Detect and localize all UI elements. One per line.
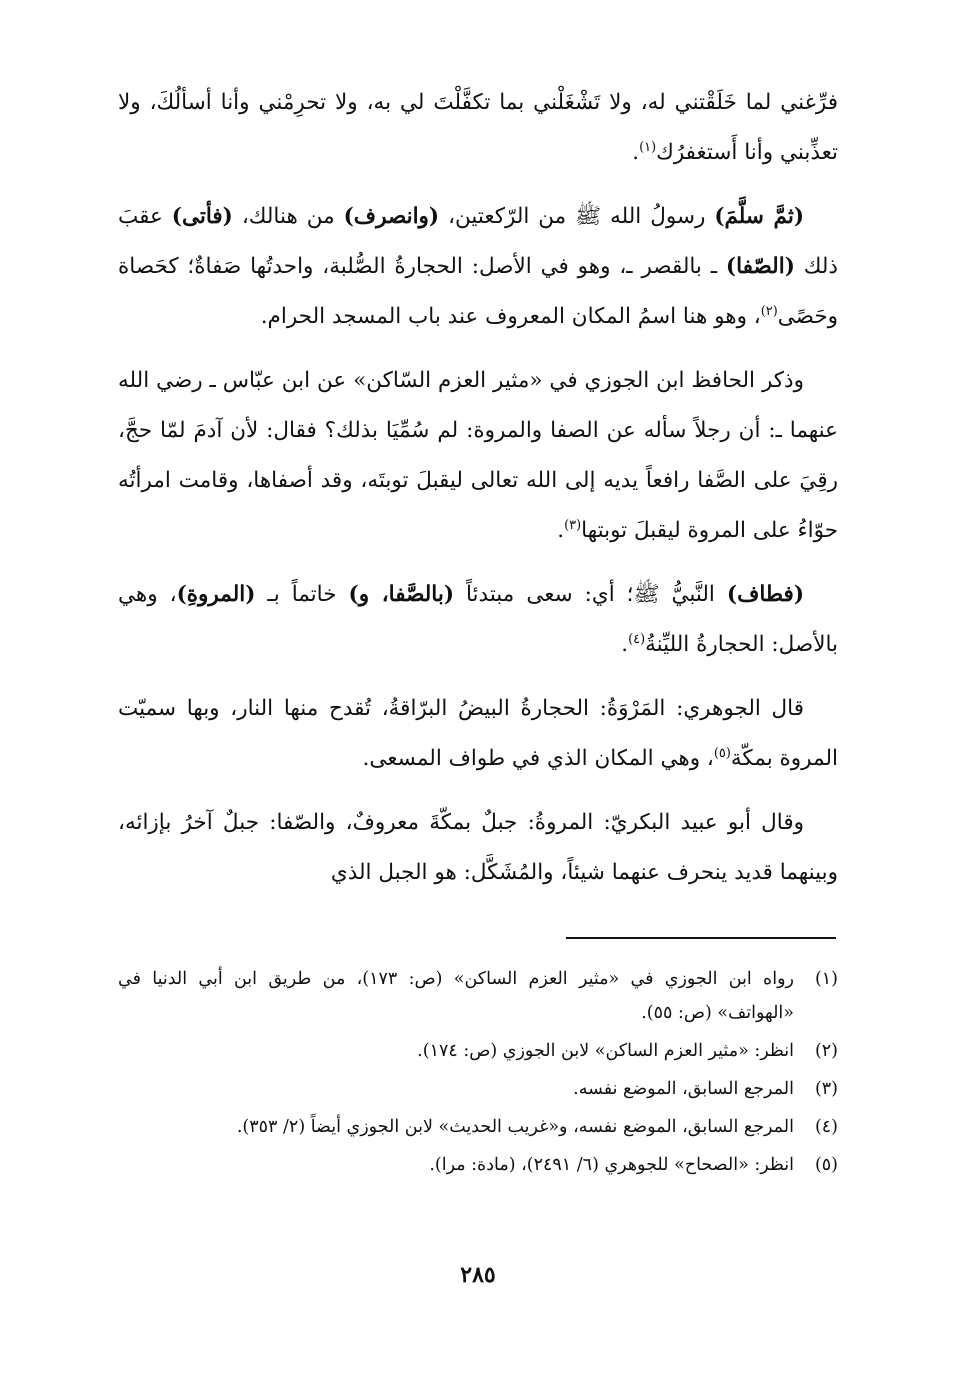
text-run: ـ بالقصر ـ، وهو في الأصل: الحجارةُ الصُّلبة، واحدتُها صَفاةٌ؛ كحَصاة وحَصًى <box>118 254 838 329</box>
text-run: . <box>557 518 565 543</box>
page-number: ٢٨٥ <box>460 1262 496 1288</box>
footnote <box>118 1034 838 1068</box>
footnote-number: (١) <box>814 969 838 989</box>
quoted-term: (بالصَّفا، و) <box>348 582 454 607</box>
text-run: رسولُ الله ﷺ من الرّكعتين، <box>439 204 715 229</box>
footnote-number: (٢) <box>814 1041 838 1061</box>
text-run: خاتماً بـ <box>255 582 349 607</box>
quoted-term: (الصّفا) <box>725 254 795 279</box>
paragraph <box>118 570 838 670</box>
footnote-reference: (٤) <box>628 631 646 647</box>
footnote-text: المرجع السابق، الموضع نفسه. <box>573 1079 794 1099</box>
quoted-term: (فطاف) <box>726 582 805 607</box>
text-run: ، وهي المكان الذي في طواف المسعى. <box>362 746 714 771</box>
footnote <box>118 1148 838 1182</box>
footnote-number: (٥) <box>814 1155 838 1175</box>
footnote-number: (٤) <box>814 1117 838 1137</box>
footnote-reference: (٣) <box>564 517 582 533</box>
footnote-reference: (٥) <box>713 745 731 761</box>
quoted-term: (فأتى) <box>171 204 233 229</box>
text-run: النَّبيُّ ﷺ؛ أي: سعى مبتدئاً <box>454 582 727 607</box>
text-run: فرِّغني لما خَلَقْتني له، ولا تَشْغَلْني بما تكفَّلْتَ لي به، ولا تحرِمْني وأنا أسألُكَ، ولا تعذِّبني وأنا أَستغفرُك <box>118 90 838 165</box>
text-run: وقال أبو عبيد البكريّ: المروةُ: جبلٌ بمكّةَ معروفٌ، والصّفا: جبلٌ آخرُ بإزائه، وبينهما قديد ينحرف عنهما شيئاً، والمُشَكَّل: هو الجبل الذي <box>118 810 838 885</box>
text-run: ، وهو هنا اسمُ المكان المعروف عند باب المسجد الحرام. <box>260 304 761 329</box>
footnote-text: رواه ابن الجوزي في «مثير العزم الساكن» (ص: ١٧٣)، من طريق ابن أبي الدنيا في «الهواتف» (ص: ٥٥). <box>118 969 794 1023</box>
paragraph <box>118 192 838 342</box>
footnote-reference: (١) <box>639 139 657 155</box>
footnote-separator <box>566 937 836 939</box>
footnote-reference: (٢) <box>760 303 778 319</box>
paragraph <box>118 356 838 556</box>
footnote <box>118 1072 838 1106</box>
footnote <box>118 1110 838 1144</box>
text-run: من هنالك، <box>232 204 344 229</box>
quoted-term: (ثمَّ سلَّمَ) <box>714 204 805 229</box>
text-run: . <box>621 632 629 657</box>
main-text-block <box>118 78 838 898</box>
text-run: وذكر الحافظ ابن الجوزي في «مثير العزم السّاكن» عن ابن عبّاس ـ رضي الله عنهما ـ: أن رجلاً سأله عن الصفا والمروة: لم سُمِّيَا بذلك؟ فقال: لأن آدمَ لمّا حجَّ، رقِيَ على الصَّفا رافعاً يديه إلى الله تعالى ليقبلَ توبتَه، وقد أصفاها، وقامت امرأتُه حوّاءُ على المروة ليقبلَ توبتها <box>118 368 838 543</box>
paragraph <box>118 798 838 898</box>
quoted-term: (وانصرف) <box>343 204 440 229</box>
text-run: . <box>632 140 640 165</box>
text-run: ، وهي بالأصل: الحجارةُ الليِّنةُ <box>118 582 838 657</box>
footnote-text: انظر: «مثير العزم الساكن» لابن الجوزي (ص: ١٧٤). <box>417 1041 794 1061</box>
text-run: عقبَ ذلك <box>118 204 838 279</box>
footnote <box>118 962 838 1030</box>
footnotes-block <box>118 962 838 1186</box>
footnote-text: انظر: «الصحاح» للجوهري (٦/ ٢٤٩١)، (مادة: مرا). <box>429 1155 794 1175</box>
text-run: قال الجوهري: المَرْوَةُ: الحجارةُ البيضُ البرّاقةُ، تُقدح منها النار، وبها سميّت المروة بمكّة <box>118 696 838 771</box>
footnote-number: (٣) <box>814 1079 838 1099</box>
quoted-term: (المروةِ) <box>176 582 256 607</box>
paragraph <box>118 78 838 178</box>
footnote-text: المرجع السابق، الموضع نفسه، و«غريب الحديث» لابن الجوزي أيضاً (٢/ ٣٥٣). <box>236 1117 794 1137</box>
paragraph <box>118 684 838 784</box>
